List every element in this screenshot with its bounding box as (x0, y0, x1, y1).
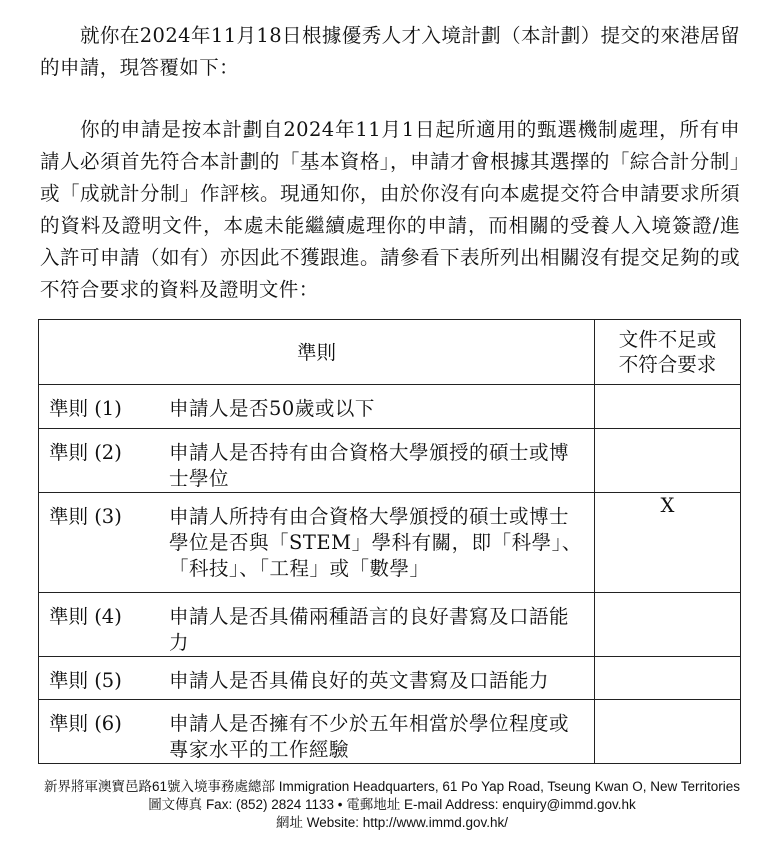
criterion-label: 準則 (2) (49, 441, 122, 464)
mark-cell (595, 700, 741, 764)
table-row (39, 700, 741, 764)
criterion-cell (39, 493, 595, 593)
criterion-text: 申請人是否具備兩種語言的良好書寫及口語能力 (169, 605, 570, 654)
table-header-row (39, 320, 741, 385)
criterion-text: 申請人是否持有由合資格大學頒授的碩士或博士學位 (169, 441, 570, 490)
table-row (39, 385, 741, 429)
mark-cell: X (595, 493, 741, 593)
criterion-text: 申請人所持有由合資格大學頒授的碩士或博士學位是否與「STEM」學科有關，即「科學」、「科技」、「工程」或「數學」 (169, 505, 582, 580)
table-row (39, 593, 741, 657)
criterion-label: 準則 (4) (49, 605, 122, 628)
criterion-text: 申請人是否具備良好的英文書寫及口語能力 (169, 669, 550, 692)
footer-address: 新界將軍澳寶邑路61號入境事務處總部 Immigration Headquarters, 61 Po Yap Road, Tseung Kwan O, New Territories (43, 779, 740, 794)
criterion-label: 準則 (5) (49, 669, 122, 692)
criterion-cell (39, 700, 595, 764)
criterion-cell (39, 429, 595, 493)
mark-cell (595, 593, 741, 657)
criterion-text: 申請人是否50歲或以下 (169, 397, 375, 420)
header-insufficient-documents (595, 320, 741, 385)
table-row (39, 429, 741, 493)
table-row (39, 493, 741, 593)
mark-cell (595, 657, 741, 700)
mark-cell (595, 385, 741, 429)
criterion-label: 準則 (6) (49, 712, 122, 735)
criterion-cell (39, 385, 595, 429)
table-row (39, 657, 741, 700)
footer-fax-email: 圖文傳真 Fax: (852) 2824 1133 • 電郵地址 E-mail Address: enquiry@immd.gov.hk (148, 797, 636, 812)
criterion-cell (39, 593, 595, 657)
footer-website: 網址 Website: http://www.immd.gov.hk/ (275, 815, 509, 830)
header-mark-line-2: 不符合要求 (618, 353, 717, 376)
header-mark-line-1: 文件不足或 (618, 328, 717, 351)
criterion-label: 準則 (3) (49, 505, 122, 528)
mark-cell (595, 429, 741, 493)
criterion-text: 申請人是否擁有不少於五年相當於學位程度或專家水平的工作經驗 (169, 712, 570, 761)
letter-paragraph-1: 就你在2024年11月18日根據優秀人才入境計劃（本計劃）提交的來港居留的申請，現答覆如下： (40, 24, 740, 79)
criteria-table (38, 319, 741, 764)
header-criterion: 準則 (39, 320, 595, 385)
criterion-label: 準則 (1) (49, 397, 122, 420)
letter-paragraph-2: 你的申請是按本計劃自2024年11月1日起所適用的甄選機制處理，所有申請人必須首先符合本計劃的「基本資格」，申請才會根據其選擇的「綜合計分制」或「成就計分制」作評核。現通知你，由於你沒有向本處提交符合申請要求所須的資料及證明文件，本處未能繼續處理你的申請，而相關的受養人入境簽證/進入許可申請（如有）亦因此不獲跟進。請參看下表所列出相關沒有提交足夠的或不符合要求的資料及證明文件： (40, 118, 740, 301)
criterion-cell (39, 657, 595, 700)
